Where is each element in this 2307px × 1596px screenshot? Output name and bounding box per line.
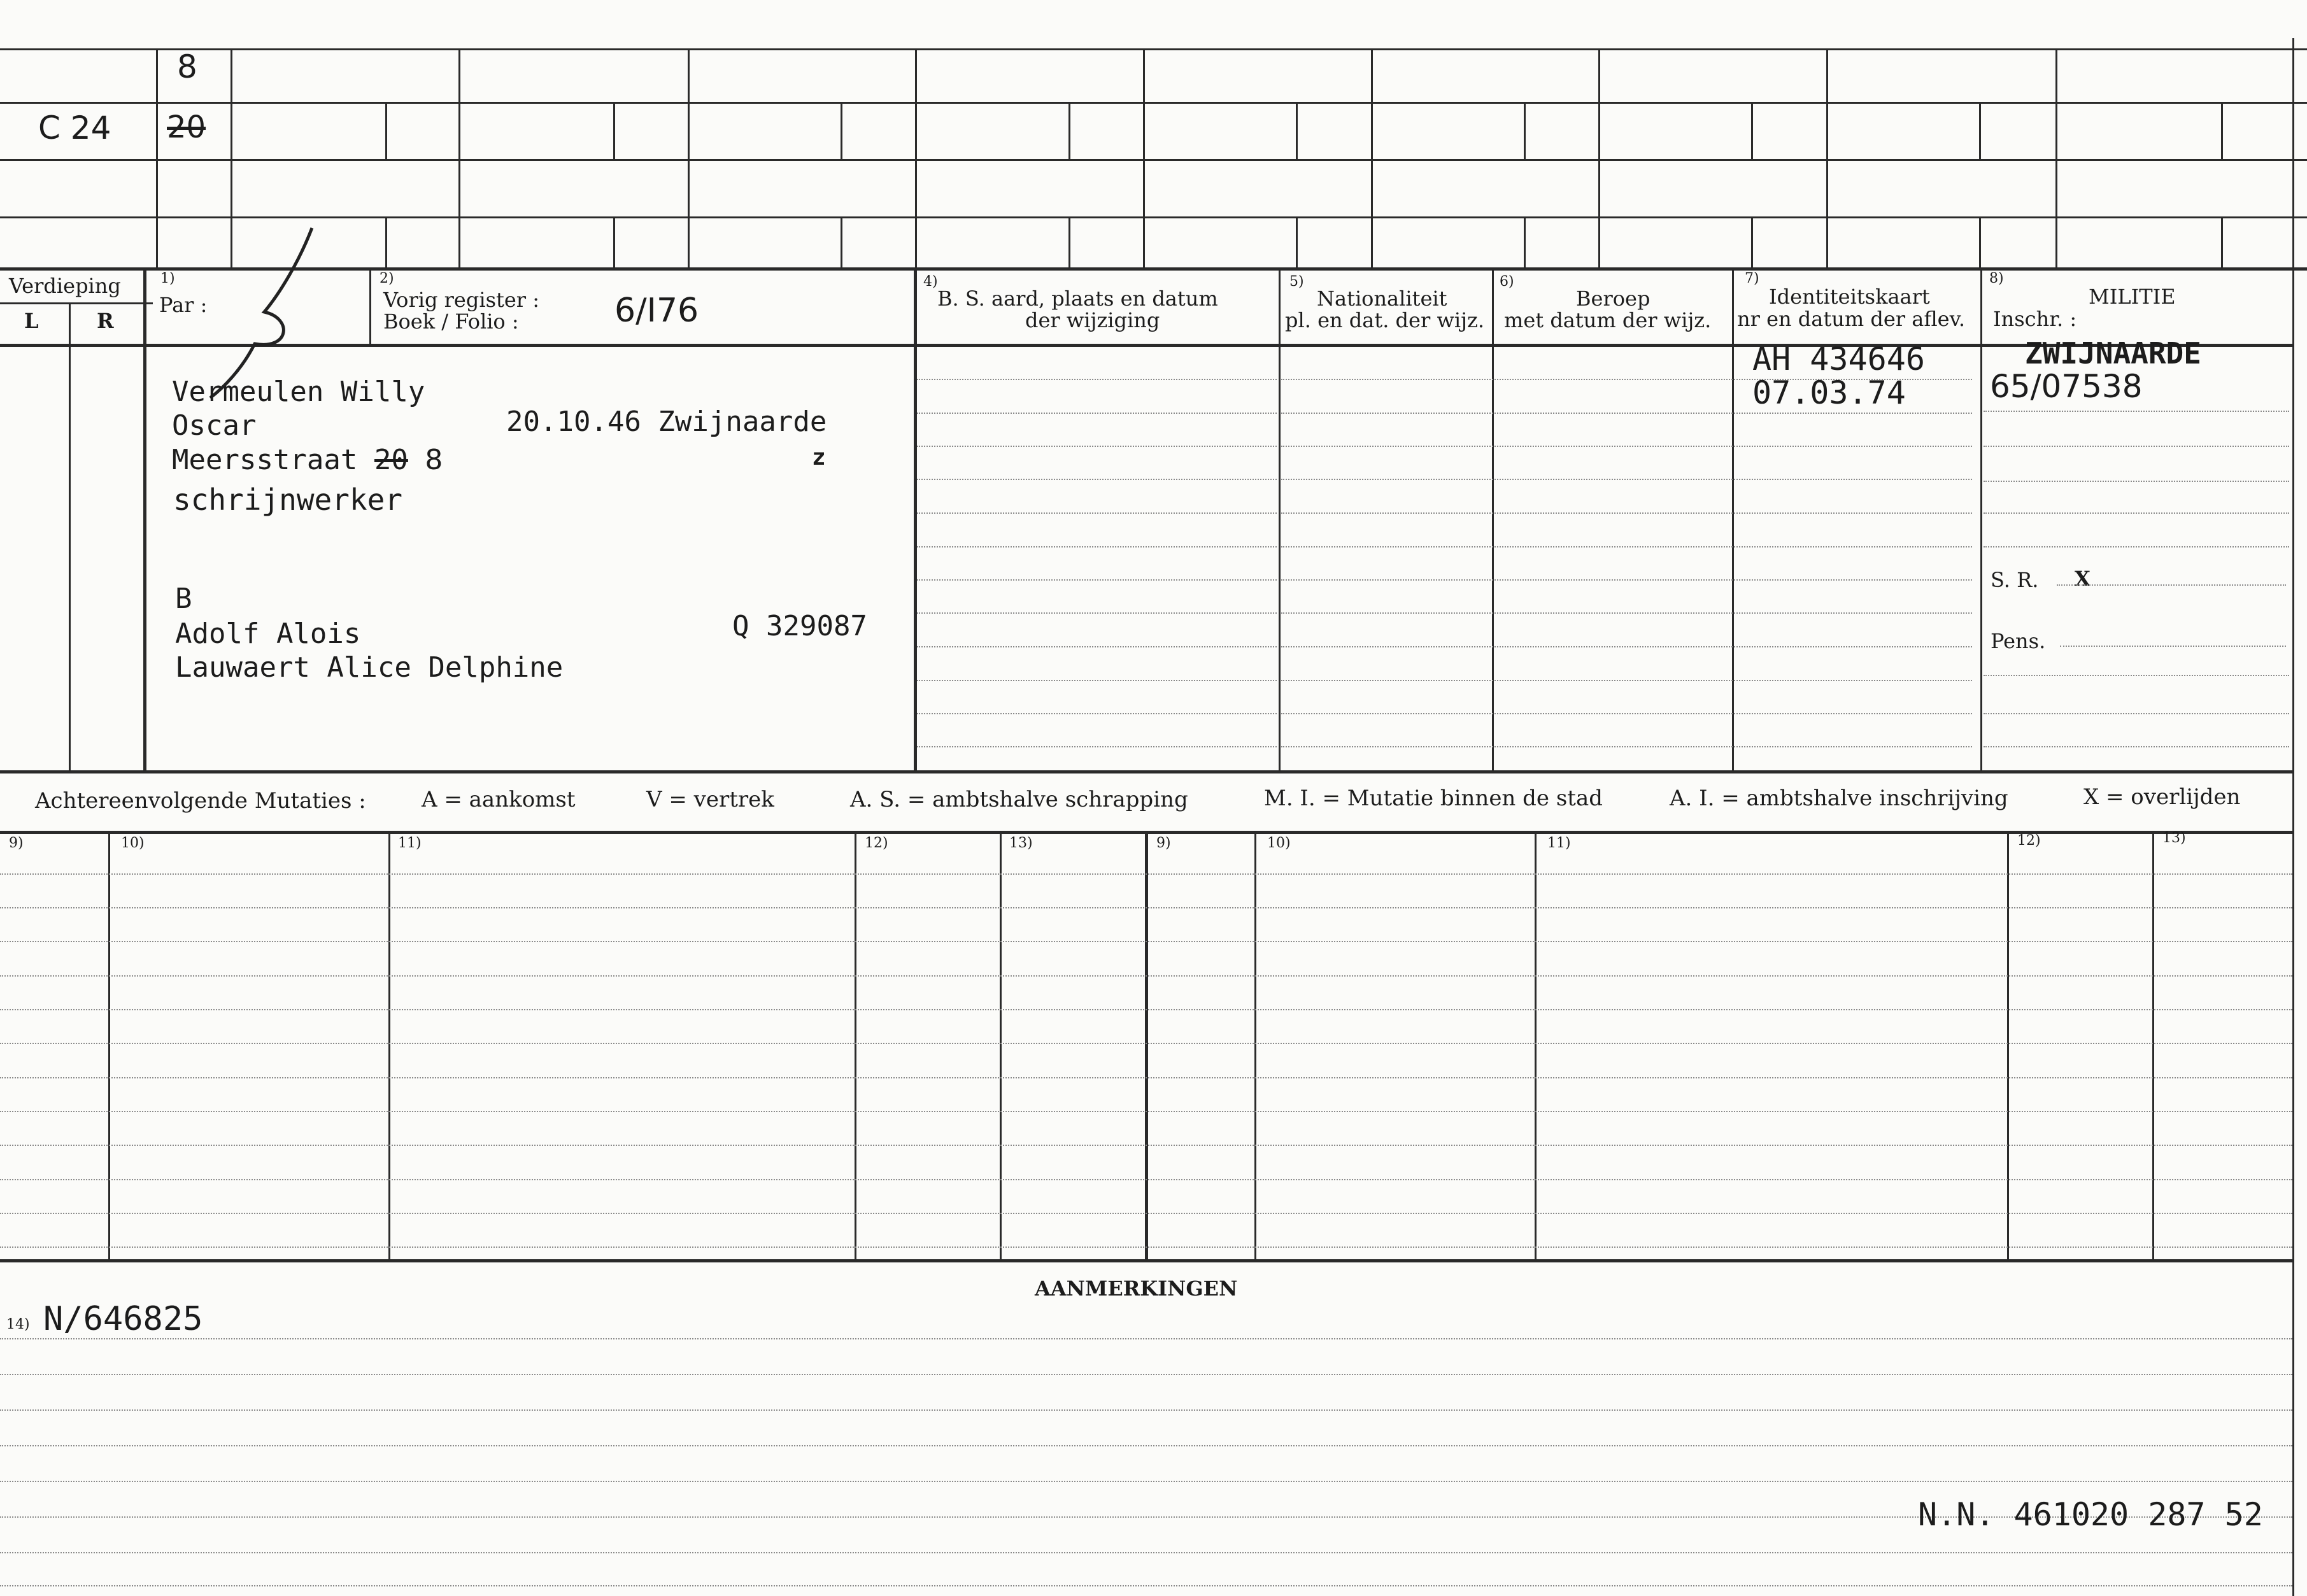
mutation-col-header: 12): [865, 835, 888, 851]
dotted-line: [0, 1009, 2292, 1010]
col6-label-a: Beroep: [1576, 286, 1650, 311]
dotted-line: [0, 1338, 2292, 1339]
col8-label-b: Inschr. :: [1993, 307, 2077, 331]
dotted-line: [1984, 512, 2289, 514]
militia-number: 65/07538: [1990, 368, 2143, 405]
dotted-line: [0, 1481, 2292, 1482]
dotted-line: [1984, 446, 2289, 447]
person-birth: 20.10.46 Zwijnaarde: [506, 406, 827, 438]
person-reference: Q 329087: [732, 610, 867, 642]
mutation-col-divider: [1254, 831, 1256, 1259]
col5-label-a: Nationaliteit: [1317, 286, 1447, 311]
top-grid-bottom-line: [0, 267, 2307, 271]
mutation-col-divider: [2007, 831, 2009, 1259]
dotted-line: [1984, 675, 2289, 676]
col8-number: 8): [1989, 271, 2004, 286]
col5-label-b: pl. en dat. der wijz.: [1285, 308, 1485, 332]
top-grid-half-divider: [841, 102, 842, 159]
col8-label-a: MILITIE: [2089, 285, 2176, 309]
top-grid-divider: [156, 48, 158, 267]
pen-stroke-mark: [204, 223, 318, 401]
dotted-line: [1281, 646, 1972, 647]
street-name: Meersstraat: [172, 444, 358, 476]
mutation-col-header: 10): [121, 835, 145, 851]
floor-label: Verdieping: [9, 274, 121, 298]
person-name: Vermeulen Willy: [172, 376, 425, 408]
person-mother: Lauwaert Alice Delphine: [175, 651, 564, 684]
column-border: [1980, 267, 1982, 770]
dotted-line: [0, 873, 2292, 875]
mutation-col-header: 11): [1547, 835, 1571, 851]
col4-label-b: der wijziging: [1025, 308, 1160, 332]
dotted-line: [917, 479, 1277, 480]
legend-item: A. I. = ambtshalve inschrijving: [1670, 786, 2008, 811]
old-house-number: 20: [167, 109, 206, 145]
col4-label-a: B. S. aard, plaats en datum: [937, 286, 1218, 311]
dotted-line: [1984, 746, 2289, 747]
top-grid-half-divider: [1524, 216, 1526, 267]
mutation-col-divider: [2152, 831, 2154, 1259]
dotted-line: [0, 1179, 2292, 1180]
previous-register-value: 6/I76: [614, 292, 699, 330]
col7-number: 7): [1745, 271, 1759, 286]
top-grid-half-divider: [1751, 102, 1753, 159]
national-number: N.N. 461020 287 52: [1918, 1496, 2263, 1533]
dotted-line: [917, 413, 1277, 414]
top-grid-top-line: [0, 48, 2307, 50]
dotted-line: [0, 1246, 2292, 1248]
floor-column-border: [143, 267, 146, 770]
mutation-col-header: 9): [1156, 835, 1171, 851]
mutation-col-header: 11): [398, 835, 422, 851]
dotted-line: [1984, 713, 2289, 714]
top-grid-half-divider: [1979, 102, 1981, 159]
dotted-line: [0, 1213, 2292, 1214]
mutation-col-header: 13): [1009, 835, 1033, 851]
top-grid-half-divider: [1296, 216, 1298, 267]
col7-label-a: Identiteitskaart: [1769, 285, 1930, 309]
top-grid-line: [0, 216, 2307, 218]
legend-item: A. S. = ambtshalve schrapping: [850, 787, 1188, 812]
mutation-col-header: 9): [9, 835, 24, 851]
mutation-col-header: 10): [1267, 835, 1291, 851]
dotted-line: [0, 1552, 2292, 1553]
dotted-line: [0, 907, 2292, 908]
legend-item: M. I. = Mutatie binnen de stad: [1264, 786, 1603, 811]
mutation-col-divider: [1145, 831, 1148, 1259]
header-line: [0, 302, 153, 304]
dotted-line: [0, 1585, 2292, 1586]
legend-item: V = vertrek: [646, 787, 774, 812]
dotted-line: [917, 612, 1277, 614]
top-grid-divider: [458, 48, 460, 267]
dotted-line: [0, 1145, 2292, 1146]
legend-item: A = aankomst: [422, 787, 576, 812]
street-new-number: 8: [425, 444, 443, 476]
top-grid-divider: [915, 48, 917, 267]
top-grid-half-divider: [1979, 216, 1981, 267]
header-divider: [369, 267, 371, 344]
top-grid-half-divider: [1068, 216, 1070, 267]
dotted-line: [1281, 713, 1972, 714]
top-grid-divider: [688, 48, 690, 267]
dotted-line: [0, 1043, 2292, 1044]
mutation-col-divider: [108, 831, 110, 1259]
col6-label-b: met datum der wijz.: [1504, 308, 1712, 332]
dotted-line: [0, 1077, 2292, 1078]
top-grid-divider: [1598, 48, 1600, 267]
col5-number: 5): [1289, 274, 1304, 290]
dotted-line: [0, 1374, 2292, 1375]
dotted-line: [1281, 746, 1972, 747]
dotted-line: [0, 1409, 2292, 1411]
dotted-line: [1281, 512, 1972, 514]
dotted-line: [0, 1111, 2292, 1112]
mutation-col-divider: [855, 831, 856, 1259]
legend-title: Achtereenvolgende Mutaties :: [35, 788, 366, 814]
top-grid-half-divider: [613, 102, 615, 159]
top-grid-divider: [1826, 48, 1828, 267]
dotted-line: [1984, 411, 2289, 412]
top-grid-divider: [2055, 48, 2057, 267]
col7-label-b: nr en datum der aflev.: [1737, 307, 1966, 331]
mutation-grid-bottom-line: [0, 1259, 2292, 1262]
dotted-line: [917, 379, 1277, 380]
dotted-line: [1281, 612, 1972, 614]
dotted-line: [1281, 446, 1972, 447]
dotted-line: [917, 680, 1277, 681]
right-label: R: [97, 309, 114, 333]
street-old-number: 20: [374, 444, 408, 476]
column-border: [1279, 267, 1281, 770]
top-grid-half-divider: [841, 216, 842, 267]
dotted-line: [917, 646, 1277, 647]
col2-number: 2): [380, 271, 394, 286]
floor-lr-divider: [69, 302, 71, 770]
top-grid-half-divider: [1524, 102, 1526, 159]
id-card-date: 07.03.74: [1752, 374, 1906, 411]
mutation-col-header: 13): [2162, 830, 2186, 846]
dotted-line: [1281, 479, 1972, 480]
dotted-line: [917, 512, 1277, 514]
top-grid-half-divider: [2221, 102, 2223, 159]
dotted-line: [917, 446, 1277, 447]
col2-label-a: Vorig register :: [383, 288, 540, 312]
top-grid-line: [0, 102, 2307, 104]
header-bottom-line: [0, 344, 2292, 347]
col4-number: 4): [923, 274, 938, 290]
dotted-line: [2060, 646, 2286, 647]
dotted-line: [1281, 546, 1972, 547]
top-grid-half-divider: [613, 216, 615, 267]
person-category: B: [175, 583, 192, 615]
top-grid-half-divider: [1296, 102, 1298, 159]
top-grid-half-divider: [385, 102, 387, 159]
person-code: z: [812, 444, 826, 470]
dotted-line: [1281, 680, 1972, 681]
district-code: C 24: [38, 109, 111, 146]
person-firstname: Oscar: [172, 409, 257, 442]
dotted-line: [0, 1445, 2292, 1446]
remarks-title: AANMERKINGEN: [1035, 1276, 1238, 1301]
dotted-line: [0, 941, 2292, 942]
mutation-col-divider: [388, 831, 390, 1259]
col1-label: Par :: [159, 293, 208, 317]
top-grid-half-divider: [2221, 216, 2223, 267]
person-profession: schrijnwerker: [173, 483, 403, 517]
col1-number: 1): [160, 271, 175, 286]
sr-value: X: [2075, 567, 2090, 591]
dotted-line: [1984, 546, 2289, 547]
person-block-bottom-line: [0, 770, 2292, 773]
dotted-line: [0, 975, 2292, 977]
top-grid-half-divider: [1068, 102, 1070, 159]
legend-item: X = overlijden: [2083, 784, 2241, 810]
dotted-line: [1281, 579, 1972, 581]
top-grid-half-divider: [1751, 216, 1753, 267]
mutation-col-header: 12): [2017, 833, 2041, 849]
right-edge-line: [2292, 38, 2294, 1596]
dotted-line: [917, 746, 1277, 747]
dotted-line: [1281, 413, 1972, 414]
dotted-line: [917, 713, 1277, 714]
col6-number: 6): [1500, 274, 1514, 290]
top-grid-divider: [1371, 48, 1373, 267]
top-grid-divider: [1143, 48, 1145, 267]
dotted-line: [1984, 481, 2289, 482]
left-label: L: [24, 309, 39, 333]
dotted-line: [917, 579, 1277, 581]
id-card-number: AH 434646: [1752, 341, 1925, 378]
sr-label: S. R.: [1991, 568, 2039, 592]
dotted-line: [917, 546, 1277, 547]
house-number: 8: [177, 48, 197, 85]
mutation-col-divider: [1535, 831, 1537, 1259]
col2-label-b: Boek / Folio :: [383, 309, 519, 334]
pens-label: Pens.: [1991, 629, 2046, 653]
column-border: [1492, 267, 1494, 770]
column-border: [1732, 267, 1734, 770]
person-father: Adolf Alois: [175, 618, 361, 650]
remarks-value: N/646825: [43, 1300, 203, 1338]
column-border: [914, 267, 917, 770]
dotted-line: [2057, 584, 2286, 586]
mutation-col-divider: [1000, 831, 1002, 1259]
address-line: [172, 444, 443, 476]
remarks-number: 14): [6, 1317, 30, 1332]
top-grid-line: [0, 159, 2307, 161]
militia-place: ZWIJNAARDE: [2025, 336, 2201, 371]
top-grid-half-divider: [385, 216, 387, 267]
